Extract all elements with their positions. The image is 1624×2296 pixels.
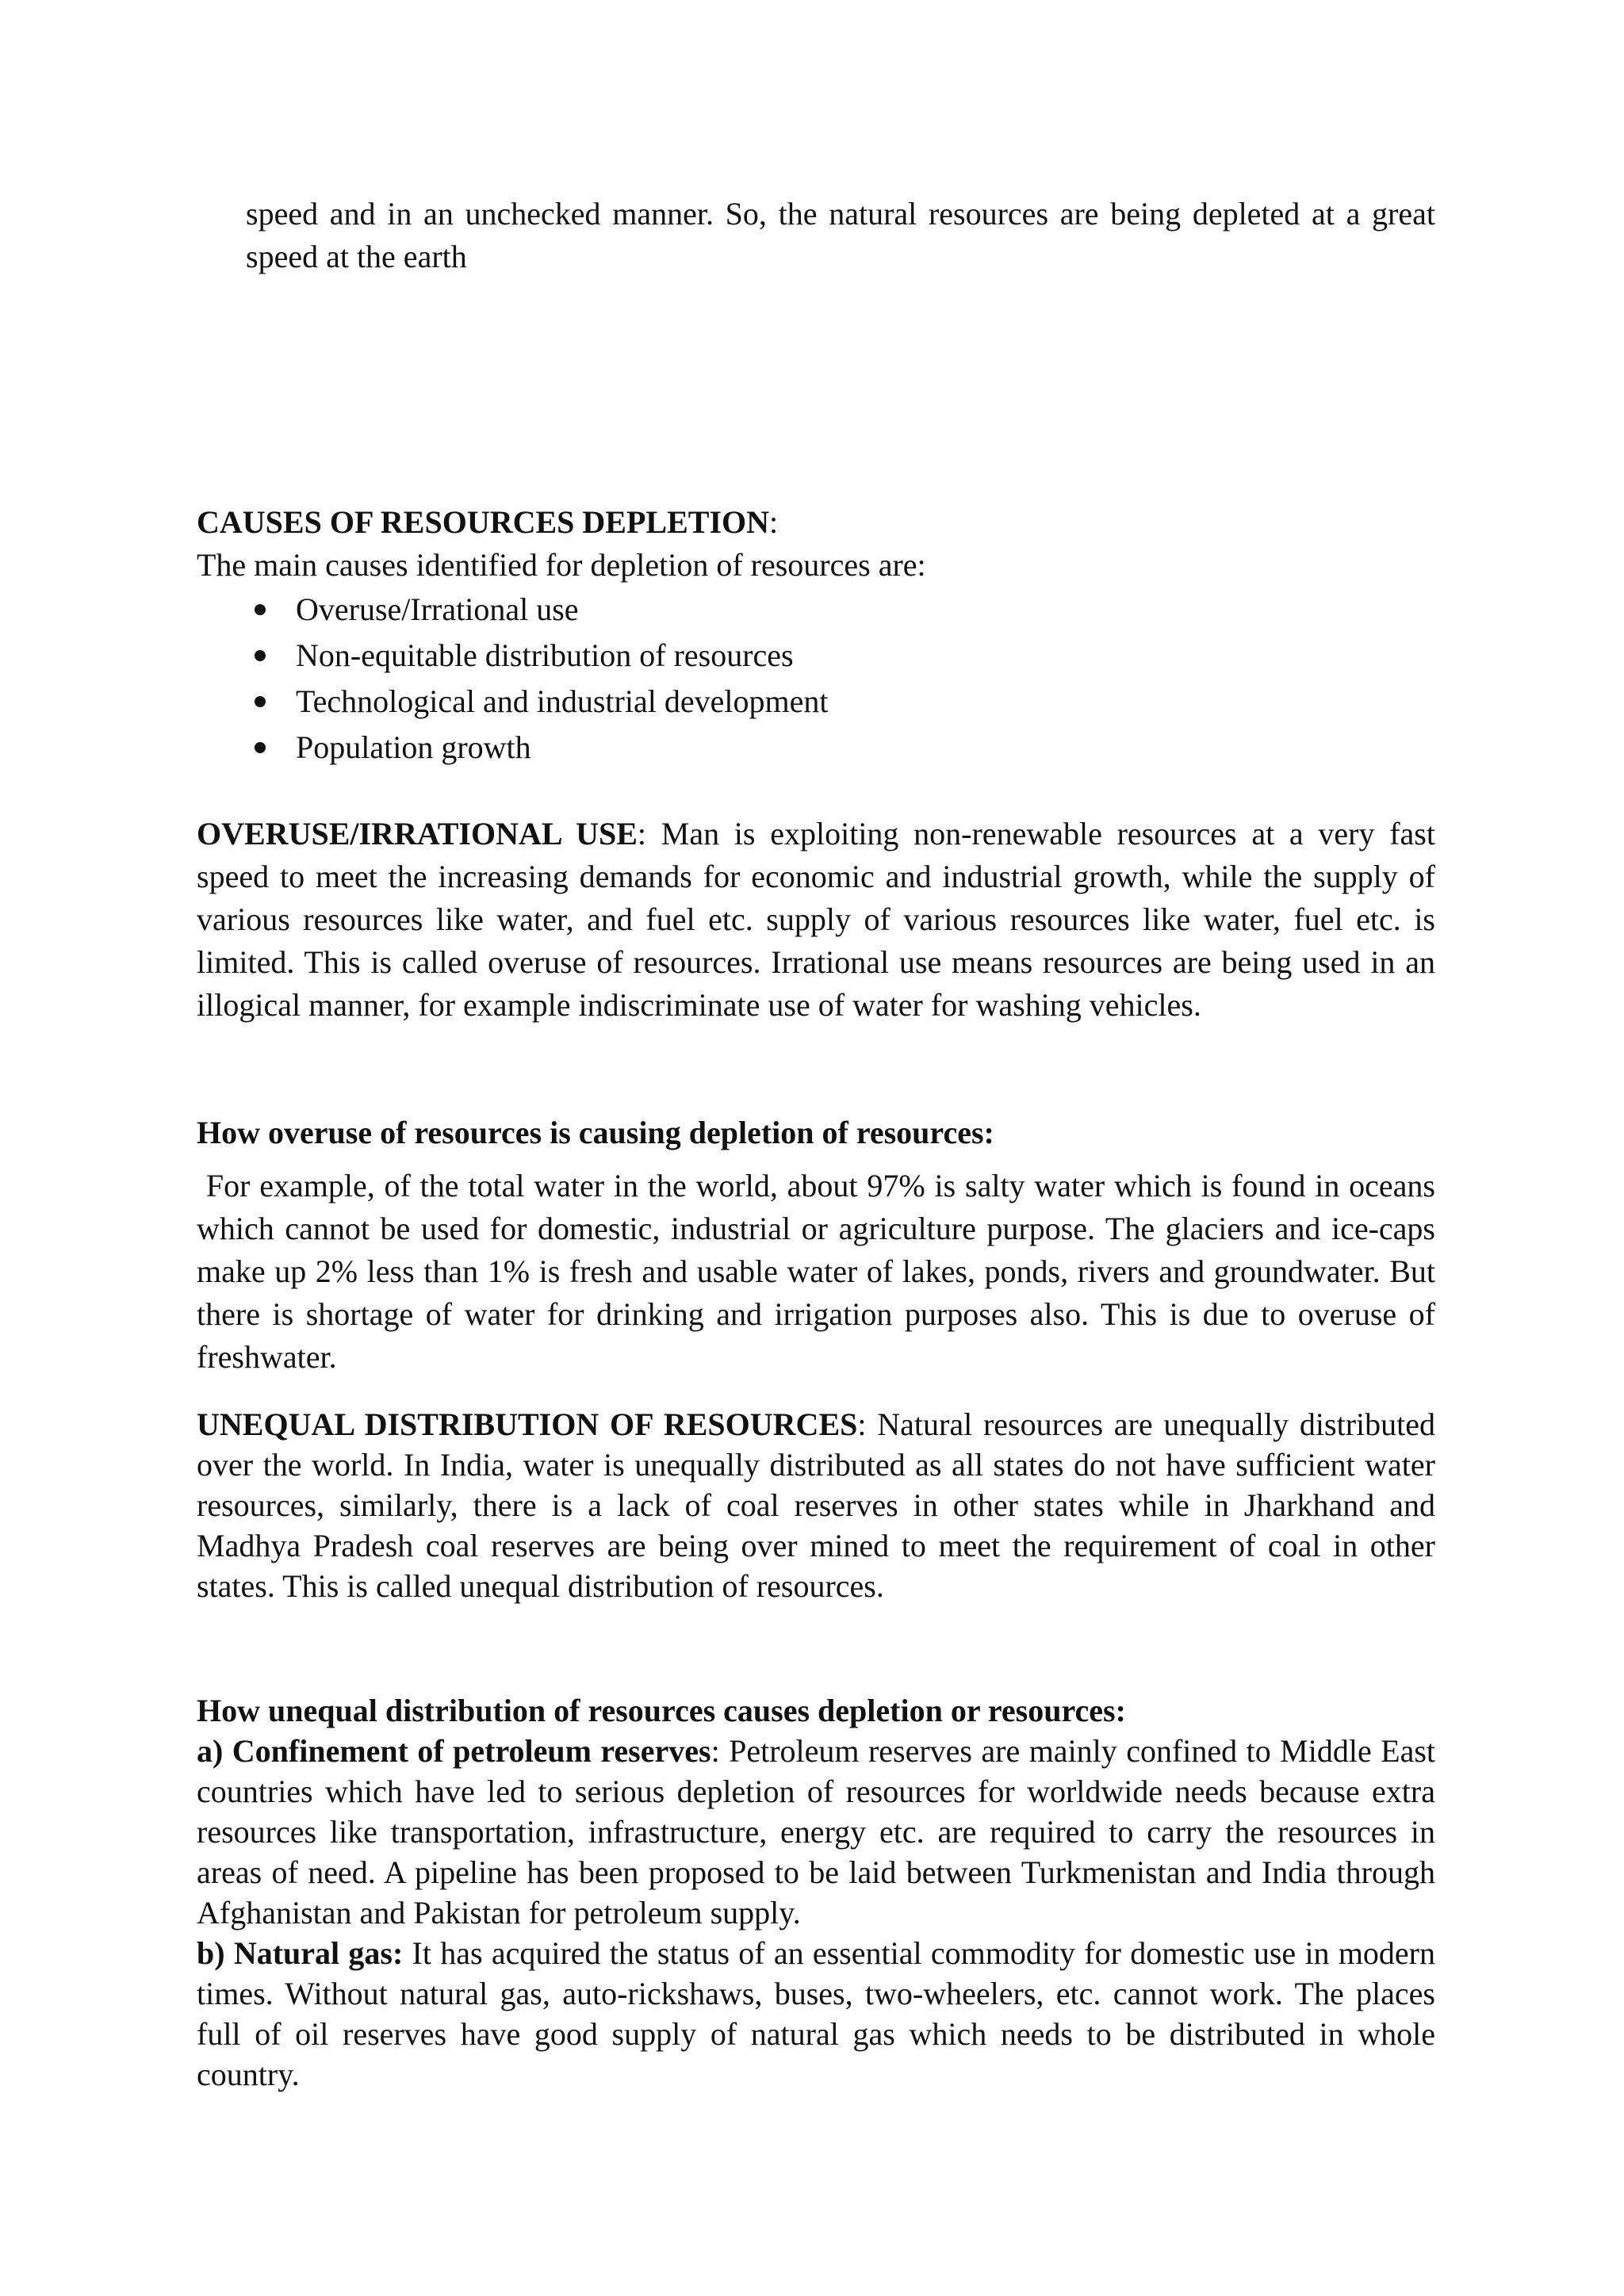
list-item (197, 587, 1435, 633)
confinement-text: : Petroleum reserves are mainly confined to Middle East countries which have led to serious depletion of resources for worldwide needs because extra resources like transportation, infrastructure, energy etc. are required to carry the resources in areas of need. A pipeline has been proposed to be laid between Turkmenistan and India through Afghanistan and Pakistan for petroleum supply. (197, 1733, 1436, 1931)
confinement-paragraph (197, 1731, 1435, 1933)
list-item (197, 679, 1435, 725)
overuse-text: : Man is exploiting non-renewable resources at a very fast speed to meet the increasing demands for economic and industrial growth, while the supply of various resources like water, and fuel etc. supply of various resources like water, fuel etc. is limited. This is called overuse of resources. Irrational use means resources are being used in an illogical manner, for example indiscriminate use of water for washing vehicles. (197, 816, 1435, 1023)
causes-section (197, 501, 1435, 771)
causes-heading-text: CAUSES OF RESOURCES DEPLETION (197, 504, 770, 540)
natural-gas-text: It has acquired the status of an essential commodity for domestic use in modern times. Without natural gas, auto-rickshaws, buses, two-wheelers, etc. cannot work. The places full of oil reserves have good supply of natural gas which needs to be distributed in whole country. (197, 1935, 1443, 2092)
list-item-text: Overuse/Irrational use (296, 591, 579, 627)
list-item (197, 633, 1435, 679)
overuse-paragraph (197, 813, 1435, 1027)
causes-heading (197, 501, 1435, 544)
bullet-icon (255, 696, 266, 707)
how-unequal-section (197, 1690, 1443, 2095)
unequal-text: : Natural resources are unequally distributed over the world. In India, water is unequally distributed as all states do not have sufficient water resources, similarly, there is a lack of coal reserves in other states while in Jharkhand and Madhya Pradesh coal reserves are being over mined to meet the requirement of coal in other states. This is called unequal distribution of resources. (197, 1406, 1436, 1604)
bullet-icon (255, 650, 266, 661)
causes-heading-colon: : (769, 504, 779, 540)
causes-intro: The main causes identified for depletion of resources are: (197, 547, 926, 583)
list-item-text: Population growth (296, 729, 531, 765)
bullet-icon (255, 604, 266, 615)
how-overuse-heading: How overuse of resources is causing depletion of resources: (197, 1115, 994, 1150)
causes-list (197, 587, 1435, 771)
confinement-term: a) Confinement of petroleum reserves (197, 1733, 711, 1769)
list-item-text: Technological and industrial development (296, 683, 829, 719)
natural-gas-term: b) Natural gas: (197, 1935, 404, 1971)
intro-paragraph: speed and in an unchecked manner. So, the natural resources are being depleted at a great speed at the earth (246, 196, 1435, 274)
how-unequal-heading: How unequal distribution of resources causes depletion or resources: (197, 1693, 1126, 1728)
list-item-text: Non-equitable distribution of resources (296, 637, 794, 673)
natural-gas-paragraph (197, 1933, 1443, 2095)
unequal-paragraph (197, 1404, 1435, 1606)
bullet-icon (255, 742, 266, 753)
how-overuse-paragraph: For example, of the total water in the world, about 97% is salty water which is found in oceans which cannot be used for domestic, industrial or agriculture purpose. The glaciers and ice-caps make up 2% less than 1% is fresh and usable water of lakes, ponds, rivers and groundwater. But there is shortage of water for drinking and irrigation purposes also. This is due to overuse of freshwater. (197, 1168, 1444, 1375)
list-item (197, 725, 1435, 771)
unequal-term: UNEQUAL DISTRIBUTION OF RESOURCES (197, 1406, 858, 1442)
overuse-term: OVERUSE/IRRATIONAL USE (197, 816, 638, 851)
